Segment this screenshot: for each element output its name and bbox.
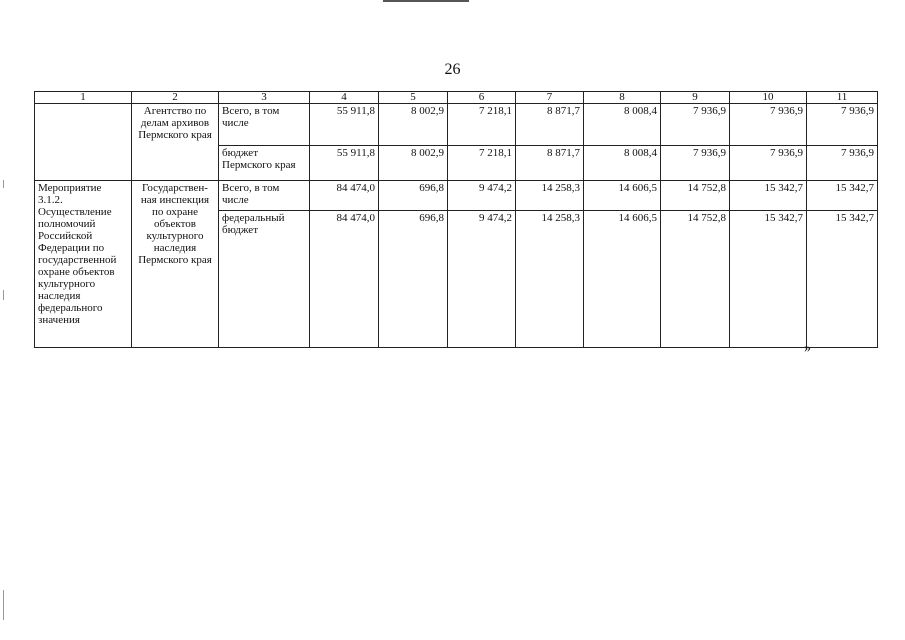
value-cell: 7 936,9 — [661, 146, 730, 181]
measure-cell: Мероприятие 3.1.2. Осуществление полномочий Российской Федерации по государственной охране объектов культурного наследия федерального значения — [35, 181, 132, 348]
value-cell: 7 218,1 — [448, 146, 516, 181]
value-cell: 14 258,3 — [516, 211, 584, 348]
value-cell: 8 871,7 — [516, 104, 584, 146]
margin-mark — [3, 590, 4, 620]
margin-mark — [3, 290, 4, 300]
value-cell: 7 936,9 — [807, 146, 878, 181]
measure-cell — [35, 104, 132, 181]
value-cell: 696,8 — [379, 181, 448, 211]
source-cell: бюджет Пермского края — [219, 146, 310, 181]
source-cell: федеральный бюджет — [219, 211, 310, 348]
agency-cell: Агентство по делам архивов Пермского края — [132, 104, 219, 181]
value-cell: 696,8 — [379, 211, 448, 348]
value-cell: 8 008,4 — [584, 104, 661, 146]
value-cell: 14 258,3 — [516, 181, 584, 211]
value-cell: 84 474,0 — [310, 211, 379, 348]
value-cell: 8 008,4 — [584, 146, 661, 181]
value-cell: 7 936,9 — [730, 104, 807, 146]
value-cell: 84 474,0 — [310, 181, 379, 211]
agency-cell: Государствен-ная инспекция по охране объектов культурного наследия Пермского края — [132, 181, 219, 348]
value-cell: 9 474,2 — [448, 211, 516, 348]
value-cell: 15 342,7 — [807, 181, 878, 211]
source-cell: Всего, в том числе — [219, 181, 310, 211]
column-header: 2 — [132, 92, 219, 104]
page-number: 26 — [444, 61, 461, 78]
value-cell: 8 002,9 — [379, 104, 448, 146]
table-row — [35, 181, 878, 211]
value-cell: 14 606,5 — [584, 211, 661, 348]
column-header: 9 — [661, 92, 730, 104]
value-cell: 8 871,7 — [516, 146, 584, 181]
value-cell: 9 474,2 — [448, 181, 516, 211]
source-cell: Всего, в том числе — [219, 104, 310, 146]
column-header: 5 — [379, 92, 448, 104]
column-header: 10 — [730, 92, 807, 104]
value-cell: 15 342,7 — [730, 211, 807, 348]
column-header: 8 — [584, 92, 661, 104]
column-header: 11 — [807, 92, 878, 104]
column-header: 3 — [219, 92, 310, 104]
value-cell: 15 342,7 — [807, 211, 878, 348]
value-cell: 55 911,8 — [310, 146, 379, 181]
value-cell: 14 752,8 — [661, 211, 730, 348]
value-cell: 7 936,9 — [807, 104, 878, 146]
value-cell: 55 911,8 — [310, 104, 379, 146]
column-header: 4 — [310, 92, 379, 104]
financing-table — [34, 91, 878, 348]
header-row — [35, 92, 878, 104]
value-cell: 7 936,9 — [661, 104, 730, 146]
value-cell: 14 752,8 — [661, 181, 730, 211]
margin-mark — [3, 180, 4, 188]
column-header: 1 — [35, 92, 132, 104]
table-row — [35, 104, 878, 146]
value-cell: 15 342,7 — [730, 181, 807, 211]
value-cell: 7 936,9 — [730, 146, 807, 181]
value-cell: 8 002,9 — [379, 146, 448, 181]
value-cell: 7 218,1 — [448, 104, 516, 146]
top-rule — [383, 0, 469, 2]
value-cell: 14 606,5 — [584, 181, 661, 211]
closing-quote: » — [804, 341, 811, 356]
column-header: 7 — [516, 92, 584, 104]
column-header: 6 — [448, 92, 516, 104]
